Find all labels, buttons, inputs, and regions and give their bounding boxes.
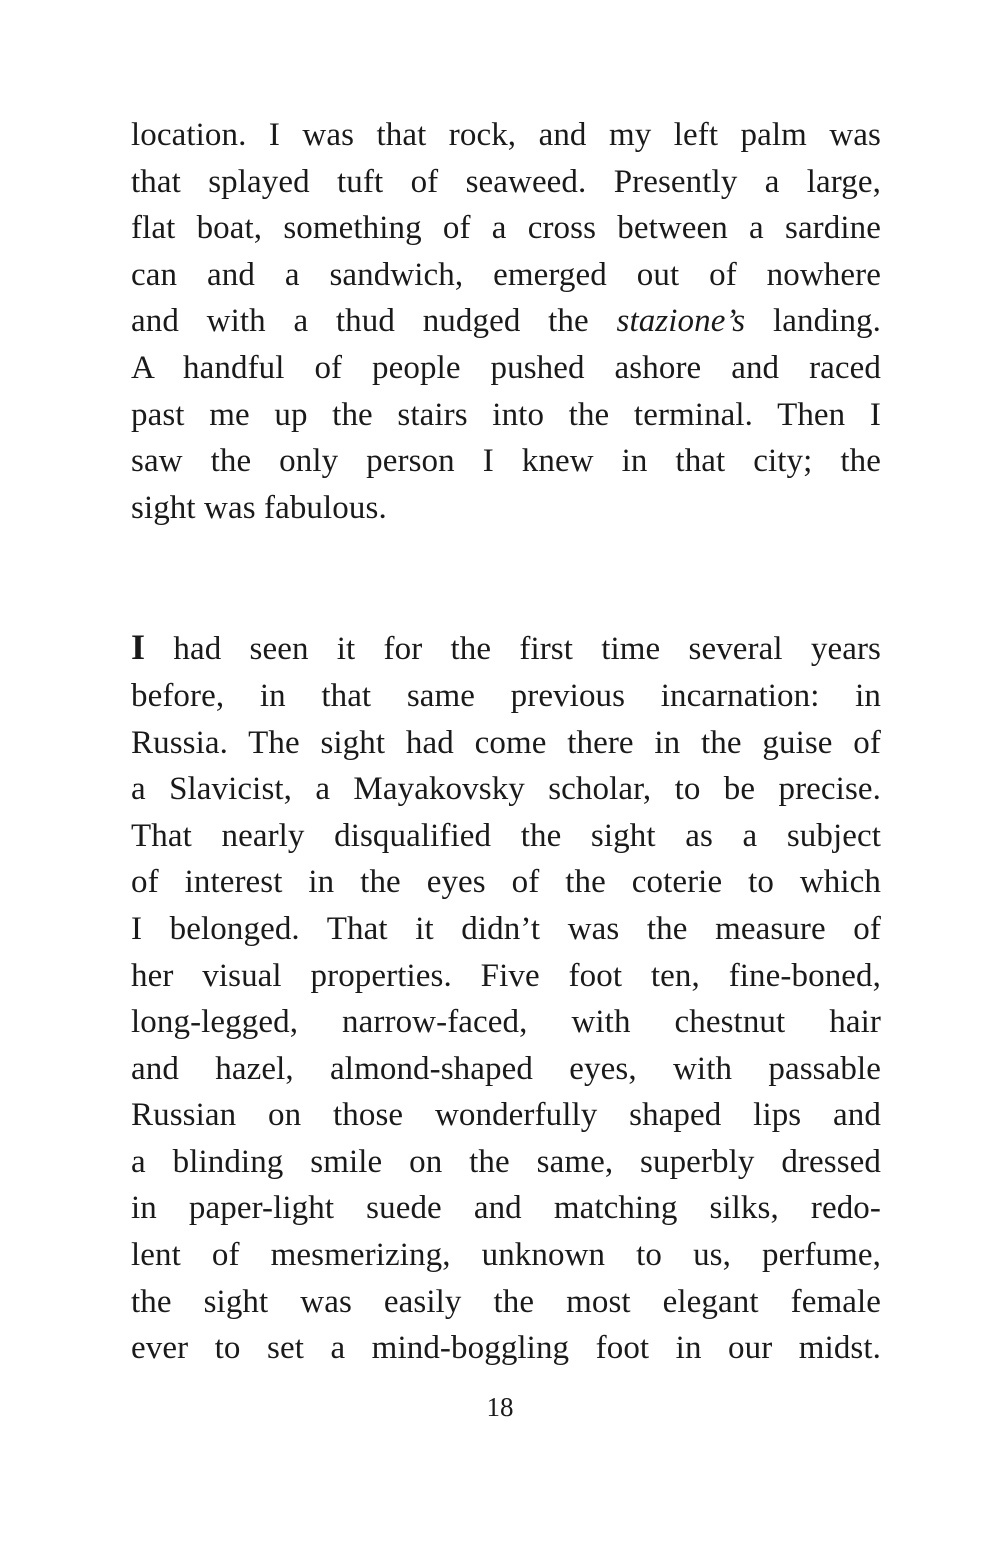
text-line: saw the only person I knew in that city; the bbox=[131, 443, 881, 480]
text-segment: and with a thud nudged the bbox=[131, 303, 617, 340]
text-line bbox=[131, 298, 881, 345]
text-line: a blinding smile on the same, superbly dressed bbox=[131, 1143, 881, 1180]
text-line: lent of mesmerizing, unknown to us, perfume, bbox=[131, 1237, 881, 1274]
page-number: 18 bbox=[486, 1392, 514, 1422]
text-line: that splayed tuft of seaweed. Presently a large, bbox=[131, 163, 881, 200]
text-line: before, in that same previous incarnation: in bbox=[131, 677, 881, 714]
text-line: in paper-light suede and matching silks, redo- bbox=[131, 1190, 881, 1227]
text-line: ever to set a mind-boggling foot in our midst. bbox=[131, 1330, 881, 1367]
book-page-text bbox=[131, 112, 881, 1372]
text-line: and hazel, almond-shaped eyes, with passable bbox=[131, 1050, 881, 1087]
text-line: I belonged. That it didn’t was the measure of bbox=[131, 910, 881, 947]
text-line: That nearly disqualified the sight as a subject bbox=[131, 817, 881, 854]
text-line: Russia. The sight had come there in the guise of bbox=[131, 724, 881, 761]
text-line: of interest in the eyes of the coterie to which bbox=[131, 864, 881, 901]
paragraph-1 bbox=[131, 112, 881, 531]
italic-term: stazione’s bbox=[616, 303, 746, 340]
text-segment: landing. bbox=[745, 303, 881, 340]
text-line bbox=[131, 624, 881, 673]
text-line: long-legged, narrow-faced, with chestnut hair bbox=[131, 1004, 881, 1041]
text-line: the sight was easily the most elegant female bbox=[131, 1283, 881, 1320]
text-line: flat boat, something of a cross between a sardine bbox=[131, 210, 881, 247]
text-line: A handful of people pushed ashore and raced bbox=[131, 349, 881, 386]
text-line: sight was fabulous. bbox=[131, 489, 387, 526]
paragraph-2 bbox=[131, 624, 881, 1372]
text-line: location. I was that rock, and my left palm was bbox=[131, 117, 881, 153]
text-line: a Slavicist, a Mayakovsky scholar, to be precise. bbox=[131, 771, 881, 808]
text-segment: had seen it for the first time several years bbox=[145, 631, 881, 668]
text-line: Russian on those wonderfully shaped lips and bbox=[131, 1097, 881, 1134]
text-line: can and a sandwich, emerged out of nowhere bbox=[131, 256, 881, 293]
text-line: her visual properties. Five foot ten, fine-boned, bbox=[131, 957, 881, 994]
initial-letter: I bbox=[131, 627, 146, 668]
text-line: past me up the stairs into the terminal. Then I bbox=[131, 396, 881, 433]
